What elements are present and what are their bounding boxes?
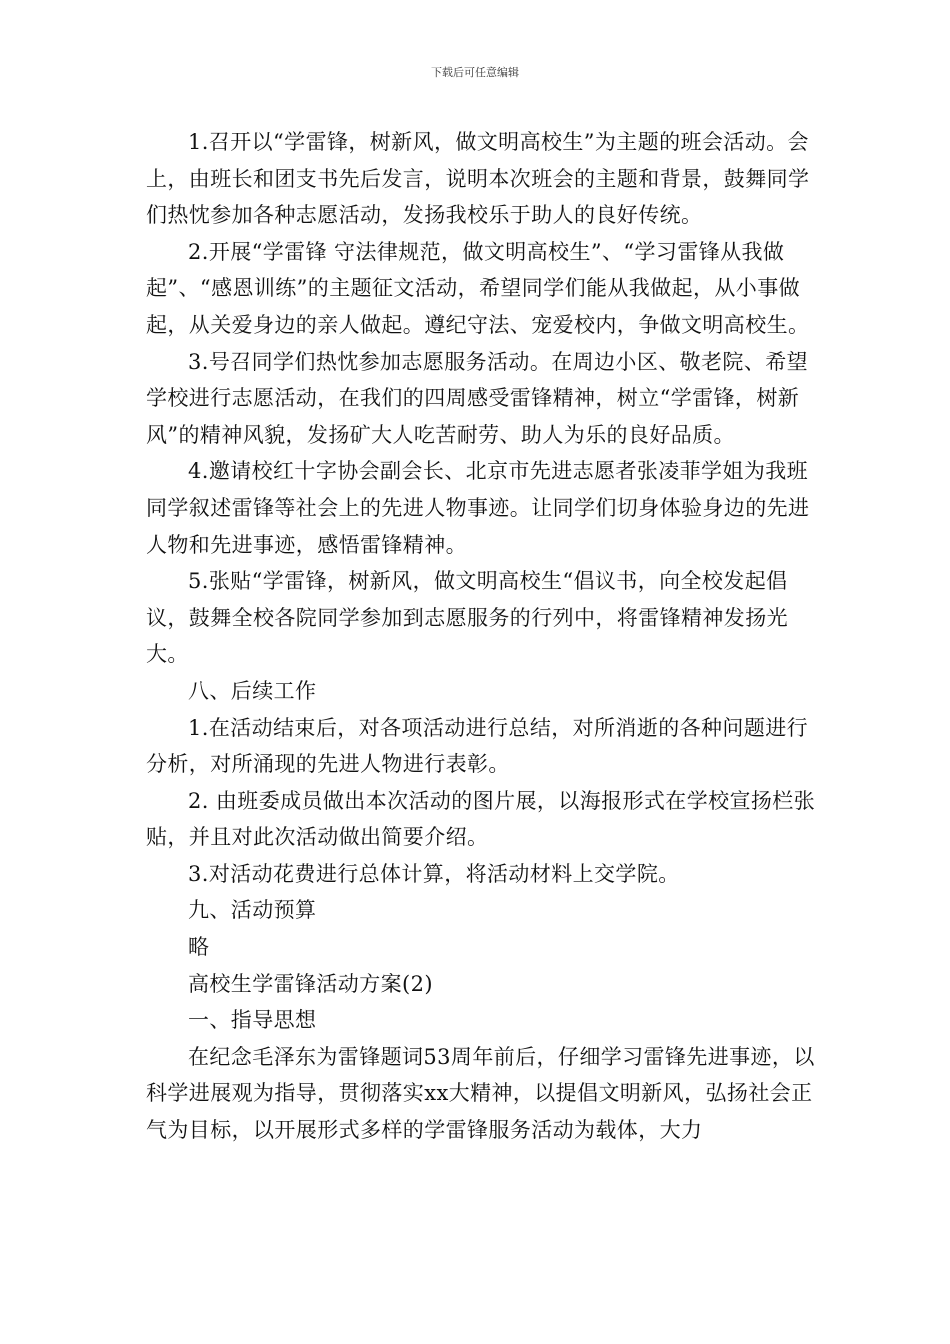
paragraph-item-5: 5.张贴“学雷锋，树新风，做文明高校生“倡议书，向全校发起倡议，鼓舞全校各院同学参加到志愿服务的行列中，将雷锋精神发扬光大。	[146, 569, 788, 667]
paragraph-item-2: 2.开展“学雷锋 守法律规范，做文明高校生”、“学习雷锋从我做起”、“感恩训练”的主题征文活动，希望同学们能从我做起，从小事做起，从关爱身边的亲人做起。遵纪守法、宠爱校内，争做文明高校生。	[146, 239, 810, 337]
section-heading-budget: 九、活动预算	[188, 898, 317, 923]
followup-item-3: 3.对活动花费进行总体计算，将活动材料上交学院。	[188, 861, 680, 886]
guiding-paragraph: 在纪念毛泽东为雷锋题词53周年前后，仔细学习雷锋先进事迹，以科学进展观为指导，贯彻落实xx大精神，以提倡文明新风，弘扬社会正气为目标，以开展形式多样的学雷锋服务活动为载体，大力	[146, 1044, 815, 1143]
budget-text: 略	[188, 935, 210, 960]
paragraph-item-4: 4.邀请校红十字协会副会长、北京市先进志愿者张凌菲学姐为我班同学叙述雷锋等社会上的先进人物事迹。让同学们切身体验身边的先进人物和先进事迹，感悟雷锋精神。	[146, 459, 810, 557]
section-heading-followup: 八、后续工作	[188, 678, 317, 703]
followup-item-1: 1.在活动结束后，对各项活动进行总结，对所消逝的各种问题进行分析，对所涌现的先进人物进行表彰。	[146, 715, 809, 777]
page-header: 下载后可任意编辑	[431, 66, 519, 79]
section-heading-guiding: 一、指导思想	[188, 1008, 317, 1033]
paragraph-item-1: 1.召开以“学雷锋，树新风，做文明高校生”为主题的班会活动。会上，由班长和团支书先后发言，说明本次班会的主题和背景，鼓舞同学们热忱参加各种志愿活动，发扬我校乐于助人的良好传统。	[146, 130, 810, 228]
paragraph-item-3: 3.号召同学们热忱参加志愿服务活动。在周边小区、敬老院、希望学校进行志愿活动，在我们的四周感受雷锋精神，树立“学雷锋，树新风”的精神风貌，发扬矿大人吃苦耐劳、助人为乐的良好品质。	[146, 349, 809, 447]
followup-item-2: 2. 由班委成员做出本次活动的图片展，以海报形式在学校宣扬栏张贴，并且对此次活动做出简要介绍。	[146, 788, 816, 850]
document-subtitle: 高校生学雷锋活动方案(2)	[188, 971, 433, 996]
document-body	[146, 124, 822, 1149]
